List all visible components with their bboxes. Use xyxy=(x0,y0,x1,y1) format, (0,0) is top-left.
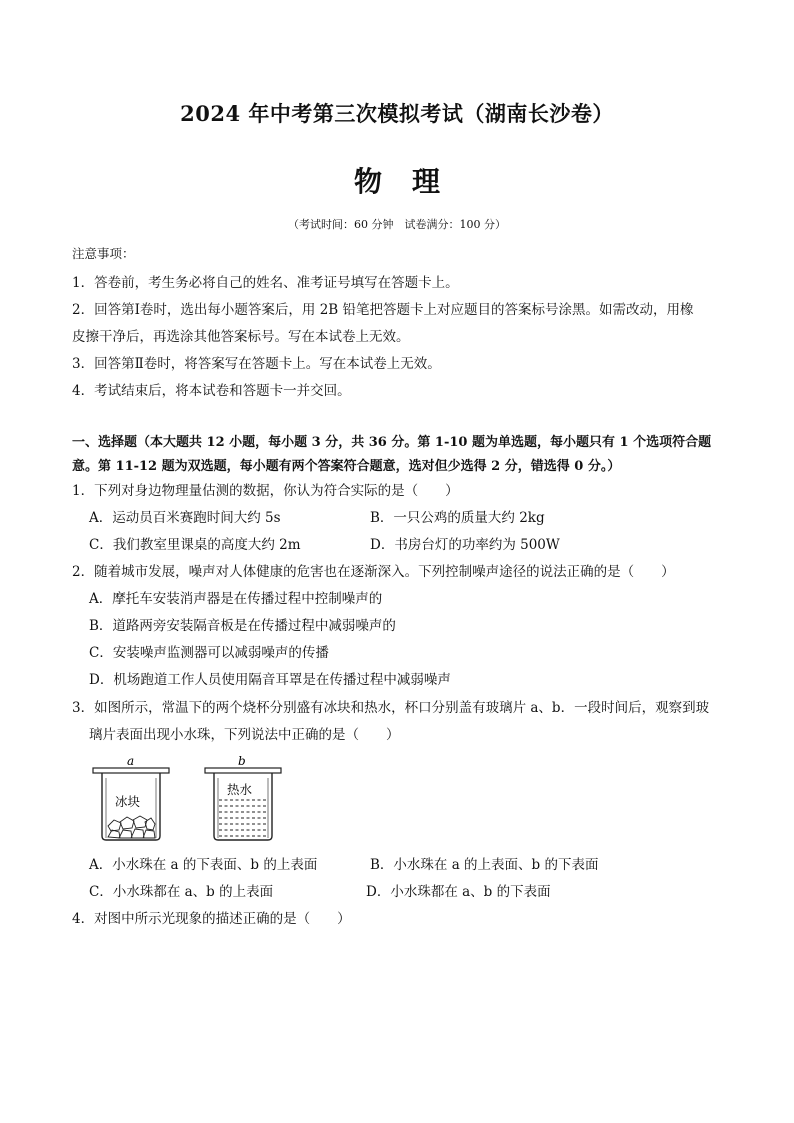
q3-option-a: A．小水珠在 a 的下表面、b 的上表面 xyxy=(89,857,318,873)
section-heading-line1: 一、选择题（本大题共 12 小题，每小题 3 分，共 36 分。第 1-10 题为单选题，每小题只有 1 个选项符合题 xyxy=(72,435,712,450)
q3-stem-line2: 璃片表面出现小水珠，下列说法中正确的是（ ） xyxy=(89,727,400,743)
q3-stem-line1: 3．如图所示，常温下的两个烧杯分别盛有冰块和热水，杯口分别盖有玻璃片 a、b．一段时间后，观察到玻 xyxy=(72,700,710,716)
notice-item-1: 1．答卷前，考生务必将自己的姓名、准考证号填写在答题卡上。 xyxy=(72,275,459,291)
q1-option-d: D．书房台灯的功率约为 500W xyxy=(370,537,560,553)
notice-heading: 注意事项： xyxy=(72,246,135,261)
q4-stem: 4．对图中所示光现象的描述正确的是（ ） xyxy=(72,911,351,927)
glass-plate-b xyxy=(205,768,281,773)
q1-option-b: B．一只公鸡的质量大约 2kg xyxy=(370,510,545,526)
q3-option-b: B．小水珠在 a 的上表面、b 的下表面 xyxy=(370,857,599,873)
section-heading-line2: 意。第 11-12 题为双选题，每小题有两个答案符合题意，选对但少选得 2 分，错选得 0 分。） xyxy=(72,459,621,474)
beaker-b xyxy=(205,768,281,840)
q3-option-c: C．小水珠都在 a、b 的上表面 xyxy=(89,884,274,900)
q3-option-d: D．小水珠都在 a、b 的下表面 xyxy=(366,884,551,900)
beakers-figure xyxy=(90,754,290,846)
exam-title: 2024 年中考第三次模拟考试（湖南长沙卷） xyxy=(180,101,614,126)
notice-item-4: 4．考试结束后，将本试卷和答题卡一并交回。 xyxy=(72,383,351,399)
q2-option-d: D．机场跑道工作人员使用隔音耳罩是在传播过程中减弱噪声 xyxy=(89,672,451,688)
exam-info: （考试时间：60 分钟 试卷满分：100 分） xyxy=(288,218,506,231)
q1-option-c: C．我们教室里课桌的高度大约 2m xyxy=(89,537,301,553)
q2-option-b: B．道路两旁安装隔音板是在传播过程中减弱噪声的 xyxy=(89,618,396,634)
beaker-a xyxy=(93,768,169,840)
ice-label: 冰块 xyxy=(115,794,141,809)
q2-stem: 2．随着城市发展，噪声对人体健康的危害也在逐渐深入。下列控制噪声途径的说法正确的是（ ） xyxy=(72,564,675,580)
q2-option-a: A．摩托车安装消声器是在传播过程中控制噪声的 xyxy=(89,591,383,607)
hot-water-label: 热水 xyxy=(227,782,253,797)
q1-option-a: A．运动员百米赛跑时间大约 5s xyxy=(89,510,281,526)
ice-cubes xyxy=(108,816,155,838)
notice-item-3: 3．回答第Ⅱ卷时，将答案写在答题卡上。写在本试卷上无效。 xyxy=(72,356,441,372)
q2-option-c: C．安装噪声监测器可以减弱噪声的传播 xyxy=(89,645,329,661)
water-lines xyxy=(219,800,267,836)
notice-item-2-cont: 皮擦干净后，再选涂其他答案标号。写在本试卷上无效。 xyxy=(72,329,410,345)
notice-item-2: 2．回答第Ⅰ卷时，选出每小题答案后，用 2B 铅笔把答题卡上对应题目的答案标号涂黑。如需改动，用橡 xyxy=(72,302,694,318)
glass-plate-a xyxy=(93,768,169,773)
q1-stem: 1．下列对身边物理量估测的数据，你认为符合实际的是（ ） xyxy=(72,483,459,499)
subject-title: 物理 xyxy=(353,165,470,198)
glass-label-a: a xyxy=(127,754,135,768)
glass-label-b: b xyxy=(238,754,246,768)
